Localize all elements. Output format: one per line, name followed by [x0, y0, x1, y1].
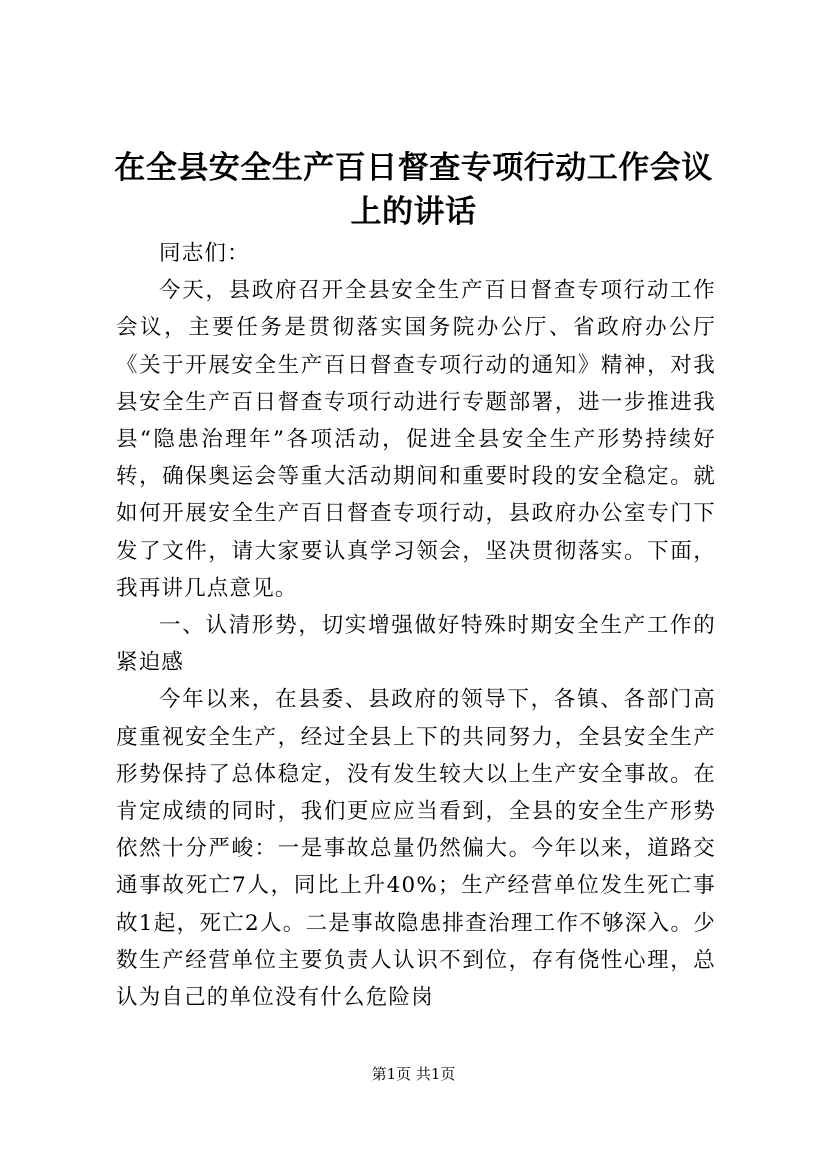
situation-paragraph: 今年以来，在县委、县政府的领导下，各镇、各部门高度重视安全生产，经过全县上下的共同努力，全县安全生产形势保持了总体稳定，没有发生较大以上生产安全事故。在肯定成绩的同时，我们更应应当看到，全县的安全生产形势依然十分严峻：一是事故总量仍然偏大。今年以来，道路交通事故死亡7人，同比上升40%；生产经营单位发生死亡事故1起，死亡2人。二是事故隐患排查治理工作不够深入。少数生产经营单位主要负责人认识不到位，存有侥性心理，总认为自己的单位没有什么危险岗 [116, 687, 716, 1011]
document-title: 在全县安全生产百日督查专项行动工作会议上的讲话 [114, 150, 713, 230]
intro-paragraph: 今天，县政府召开全县安全生产百日督查专项行动工作会议，主要任务是贯彻落实国务院办公厅、省政府办公厅《关于开展安全生产百日督查专项行动的通知》精神，对我县安全生产百日督查专项行动进行专题部署，进一步推进我县“隐患治理年”各项活动，促进全县安全生产形势持续好转，确保奥运会等重大活动期间和重要时段的安全稳定。就如何开展安全生产百日督查专项行动，县政府办公室专门下发了文件，请大家要认真学习领会，坚决贯彻落实。下面，我再讲几点意见。 [116, 278, 716, 601]
page-footer: 第1页 共1页 [371, 1065, 456, 1083]
salutation-paragraph: 同志们： [159, 241, 250, 266]
section-heading-1: 一、认清形势，切实增强做好特殊时期安全生产工作的紧迫感 [116, 613, 716, 676]
document-body [116, 235, 716, 1016]
